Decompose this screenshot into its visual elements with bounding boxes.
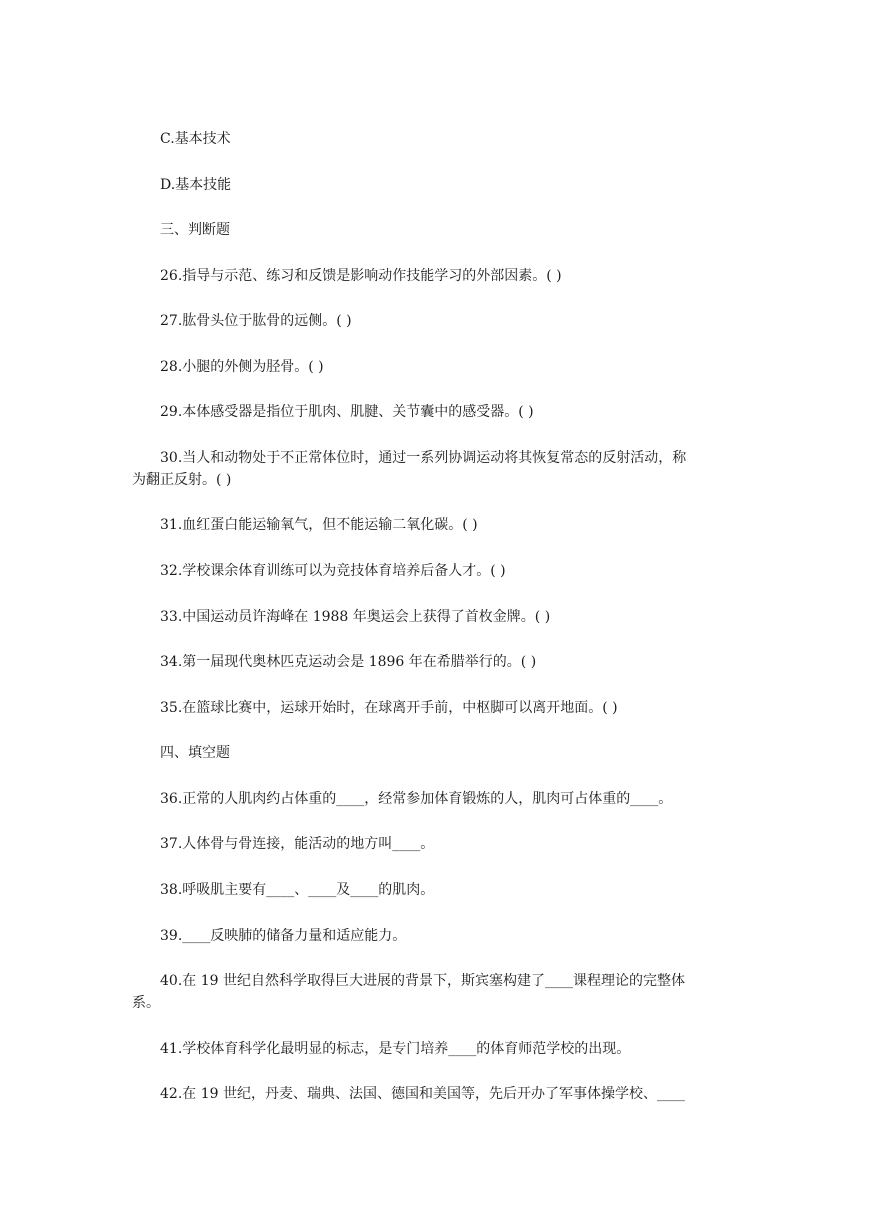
question-30-line-1: 30.当人和动物处于不正常体位时，通过一系列协调运动将其恢复常态的反射活动，称 bbox=[160, 450, 687, 466]
question-29: 29.本体感受器是指位于肌肉、肌腱、关节囊中的感受器。( ) bbox=[160, 404, 534, 420]
question-26: 26.指导与示范、练习和反馈是影响动作技能学习的外部因素。( ) bbox=[160, 268, 562, 284]
question-32: 32.学校课余体育训练可以为竞技体育培养后备人才。( ) bbox=[160, 563, 506, 579]
question-27: 27.肱骨头位于肱骨的远侧。( ) bbox=[160, 313, 352, 329]
question-35: 35.在篮球比赛中，运球开始时，在球离开手前，中枢脚可以离开地面。( ) bbox=[160, 700, 618, 716]
question-33: 33.中国运动员许海峰在 1988 年奥运会上获得了首枚金牌。( ) bbox=[160, 609, 551, 625]
question-39: 39.____反映肺的储备力量和适应能力。 bbox=[160, 928, 407, 944]
question-40-line-2: 系。 bbox=[132, 995, 160, 1011]
question-28: 28.小腿的外侧为胫骨。( ) bbox=[160, 359, 324, 375]
section-heading-fill-in: 四、填空题 bbox=[160, 745, 230, 761]
option-c: C.基本技术 bbox=[160, 131, 231, 147]
question-38: 38.呼吸肌主要有____、____及____的肌肉。 bbox=[160, 882, 435, 898]
question-40-line-1: 40.在 19 世纪自然科学取得巨大进展的背景下，斯宾塞构建了____课程理论的完整体 bbox=[160, 973, 685, 989]
question-31: 31.血红蛋白能运输氧气，但不能运输二氧化碳。( ) bbox=[160, 517, 478, 533]
option-d: D.基本技能 bbox=[160, 177, 232, 193]
question-34: 34.第一届现代奥林匹克运动会是 1896 年在希腊举行的。( ) bbox=[160, 654, 537, 670]
question-41: 41.学校体育科学化最明显的标志，是专门培养____的体育师范学校的出现。 bbox=[160, 1041, 631, 1057]
question-37: 37.人体骨与骨连接，能活动的地方叫____。 bbox=[160, 836, 435, 852]
question-30-line-2: 为翻正反射。( ) bbox=[132, 472, 232, 488]
section-heading-judgement: 三、判断题 bbox=[160, 222, 230, 238]
question-42: 42.在 19 世纪，丹麦、瑞典、法国、德国和美国等，先后开办了军事体操学校、____ bbox=[160, 1086, 685, 1102]
question-36: 36.正常的人肌肉约占体重的____，经常参加体育锻炼的人，肌肉可占体重的____。 bbox=[160, 791, 673, 807]
